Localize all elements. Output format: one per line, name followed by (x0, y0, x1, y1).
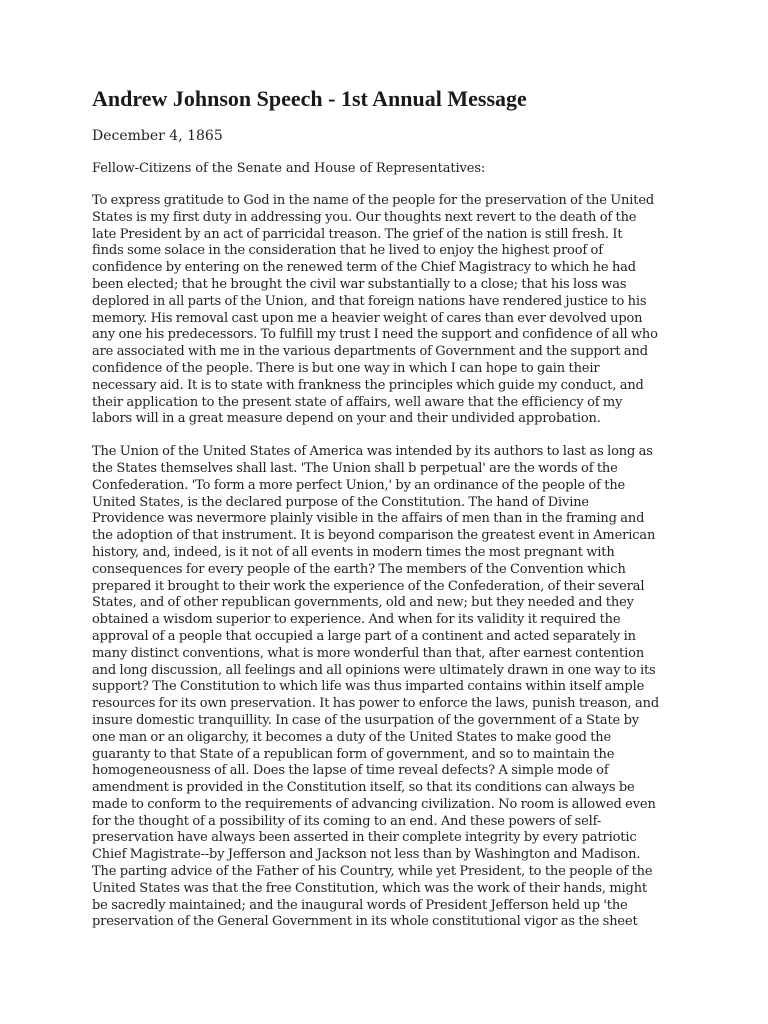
text-line: prepared it brought to their work the experience of the Confederation, of their several (92, 578, 645, 594)
text-line: made to conform to the requirements of advancing civilization. No room is allowed even (92, 796, 656, 812)
text-line: deplored in all parts of the Union, and that foreign nations have rendered justice to his (92, 293, 647, 309)
text-line: late President by an act of parricidal treason. The grief of the nation is still fresh. It (92, 226, 623, 242)
text-line: resources for its own preservation. It has power to enforce the laws, punish treason, and (92, 696, 659, 712)
text-line: States is my first duty in addressing you. Our thoughts next revert to the death of the (92, 209, 637, 225)
text-line: preservation of the General Government in its whole constitutional vigor as the sheet (92, 914, 638, 930)
text-line: any one his predecessors. To fulfill my trust I need the support and confidence of all who (92, 327, 658, 343)
text-line: the States themselves shall last. 'The Union shall b perpetual' are the words of the (92, 460, 618, 476)
text-line: for the thought of a possibility of its coming to an end. And these powers of self- (92, 813, 602, 829)
text-line: guaranty to that State of a republican form of government, and so to maintain the (92, 746, 615, 762)
speech-text (92, 193, 684, 931)
text-line: approval of a people that occupied a large part of a continent and acted separately in (92, 628, 636, 644)
text-line: many distinct conventions, what is more wonderful than that, after earnest contention (92, 645, 645, 661)
text-line: the adoption of that instrument. It is beyond comparison the greatest event in American (92, 528, 656, 544)
text-line: States, and of other republican governments, old and new; but they needed and they (92, 595, 634, 611)
text-line: necessary aid. It is to state with frankness the principles which guide my conduct, and (92, 377, 644, 393)
text-line: consequences for every people of the earth? The members of the Convention which (92, 561, 626, 577)
document-body (92, 84, 684, 947)
text-line: amendment is provided in the Constitution itself, so that its conditions can always be (92, 780, 635, 796)
text-line: support? The Constitution to which life was thus imparted contains within itself ample (92, 679, 645, 695)
paragraph (92, 193, 684, 428)
text-line: memory. His removal cast upon me a heavier weight of cares than ever devolved upon (92, 310, 643, 326)
text-line: insure domestic tranquillity. In case of the usurpation of the government of a State by (92, 712, 639, 728)
speech-date: December 4, 1865 (92, 128, 223, 144)
paragraph (92, 444, 684, 931)
text-line: be sacredly maintained; and the inaugural words of President Jefferson held up 'the (92, 897, 628, 913)
text-line: To express gratitude to God in the name of the people for the preservation of the United (92, 193, 655, 208)
page-title: Andrew Johnson Speech - 1st Annual Message (92, 86, 527, 111)
text-line: labors will in a great measure depend on your and their undivided approbation. (92, 411, 601, 427)
text-line: obtained a wisdom superior to experience. And when for its validity it required the (92, 612, 621, 628)
text-line: finds some solace in the consideration that he lived to enjoy the highest proof of (92, 243, 603, 259)
text-line: The Union of the United States of America was intended by its authors to last as long as (92, 444, 653, 460)
text-line: Chief Magistrate--by Jefferson and Jackson not less than by Washington and Madison. (92, 847, 641, 863)
text-line: Confederation. 'To form a more perfect Union,' by an ordinance of the people of the (92, 477, 626, 493)
text-line: are associated with me in the various departments of Government and the support and (92, 344, 648, 360)
text-line: United States, is the declared purpose of the Constitution. The hand of Divine (92, 494, 589, 510)
text-line: confidence by entering on the renewed term of the Chief Magistracy to which he had (92, 260, 636, 276)
text-line: history, and, indeed, is it not of all events in modern times the most pregnant with (92, 544, 615, 560)
text-line: been elected; that he brought the civil war substantially to a close; that his loss was (92, 276, 627, 292)
text-line: United States was that the free Constitution, which was the work of their hands, might (92, 880, 648, 896)
text-line: preservation have always been asserted in their complete integrity by every patriotic (92, 830, 637, 846)
text-line: Providence was nevermore plainly visible in the affairs of men than in the framing and (92, 511, 645, 527)
text-line: and long discussion, all feelings and all opinions were ultimately drawn in one way to its (92, 662, 656, 678)
text-line: confidence of the people. There is but one way in which I can hope to gain their (92, 360, 600, 376)
text-line: one man or an oligarchy, it becomes a duty of the United States to make good the (92, 729, 612, 745)
text-line: their application to the present state of affairs, well aware that the efficiency of my (92, 394, 623, 410)
text-line: homogeneousness of all. Does the lapse of time reveal defects? A simple mode of (92, 763, 609, 779)
salutation: Fellow-Citizens of the Senate and House of Representatives: (92, 161, 486, 176)
text-line: The parting advice of the Father of his Country, while yet President, to the people of the (92, 864, 653, 880)
